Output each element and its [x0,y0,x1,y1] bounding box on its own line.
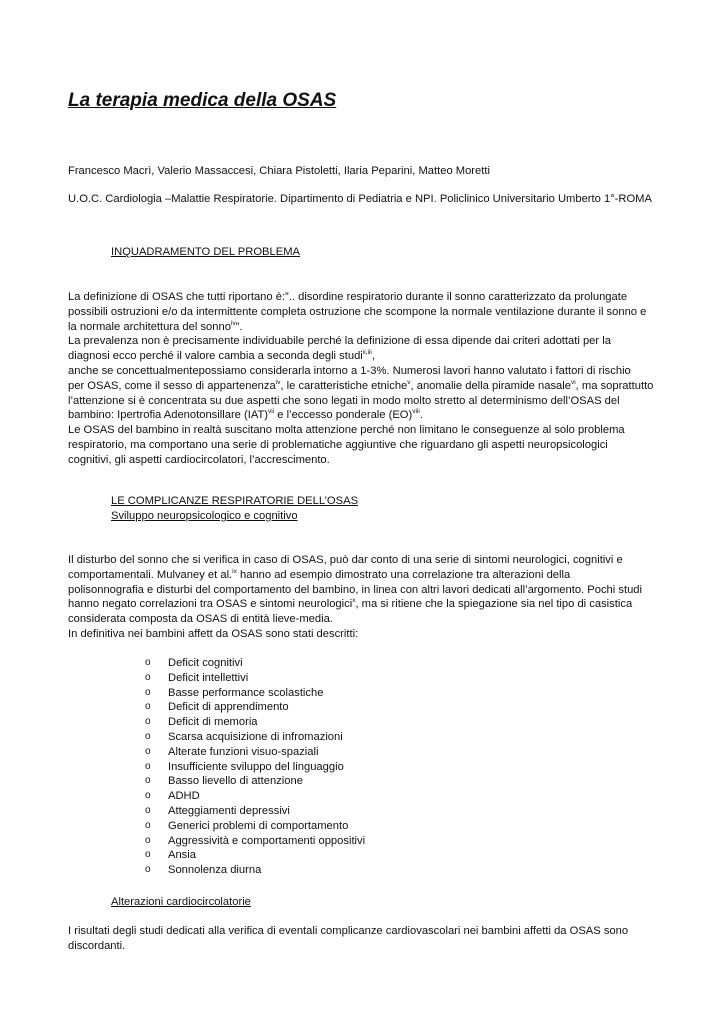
text-run: , ma soprattutto [575,379,654,392]
list-item-text: Deficit di memoria [168,716,258,729]
bullet-marker: o [145,730,151,742]
text-run: la normale architettura del sonno [68,320,231,333]
bullet-marker: o [145,671,151,683]
text-line: l’attenzione si è concentrata su due aspetti che sono legati in modo molto stretto al determinismo dell’OSAS del [68,394,620,407]
list-item-text: Ansia [168,849,196,862]
symptom-list [145,656,365,878]
list-item-text: Basse performance scolastiche [168,686,324,699]
text-line: Le OSAS del bambino in realtà suscitano molta attenzione perché non limitano le conseguenze al solo problema [68,424,625,437]
bullet-marker: o [145,657,151,668]
affiliation-line: U.O.C. Cardiologia –Malattie Respiratorie. Dipartimento di Pediatria e NPI. Policlinico Universitario Umberto 1°-ROMA [68,193,652,205]
list-item-text: Deficit cognitivi [168,657,243,669]
list-item-text: ADHD [168,790,200,803]
text-run: , ma si ritiene che la spiegazione sia nel tipo di casistica [355,598,633,611]
document-title: La terapia medica della OSAS [68,90,337,111]
bullet-marker: o [145,849,151,861]
list-item [145,760,365,775]
list-item [145,834,365,849]
text-line [68,349,660,364]
text-line: La prevalenza non è precisamente individuabile perché la definizione di essa dipende dai criteri adottati per la [68,335,611,348]
text-run: hanno ad esempio dimostrato una correlazione tra alterazioni della [236,568,571,581]
text-run: , [371,350,375,363]
text-run: e l’eccesso ponderale (EO) [274,409,413,422]
footnote-ref: vi [570,378,576,386]
footnote-ref: ii,iii [362,349,372,357]
list-item [145,804,365,819]
list-item [145,863,365,878]
footnote-ref: ix [232,567,237,575]
text-run: bambino: Ipertrofia Adenotonsillare (IAT) [68,409,269,422]
bullet-marker: o [145,775,151,787]
text-run: comportamentali. Mulvaney et al. [68,568,233,581]
footnote-ref: x [352,597,356,605]
list-item-text: Aggressività e comportamenti oppositivi [168,834,366,847]
list-item-text: Generici problemi di comportamento [168,819,349,832]
text-line: possibili ostruzioni e/o da intermittente completa ostruzione che scompone la normale ventilazione durante il sonno e [68,305,647,318]
text-line [68,597,660,612]
list-item-text: Basso lievello di attenzione [168,775,303,788]
text-run: ”. [235,320,243,333]
text-line: respiratorio, ma comportano una serie di problematiche aggiuntive che riguardano gli aspetti neuropsicologici [68,438,608,451]
list-item-text: Insufficiente sviluppo del linguaggio [168,760,344,773]
list-item [145,774,365,789]
list-item [145,671,365,686]
bullet-marker: o [145,864,151,876]
text-line: anche se concettualmentepossiamo considerarla intorno a 1-3%. Numerosi lavori hanno valutato i fattori di rischio [68,364,631,377]
list-item [145,715,365,730]
list-item-text: Atteggiamenti depressivi [168,804,290,817]
bullet-marker: o [145,834,151,846]
text-run: hanno negato correlazioni tra OSAS e sintomi neurologici [68,598,353,611]
bullet-marker: o [145,804,151,816]
list-item [145,730,365,745]
bullet-marker: o [145,790,151,802]
bullet-marker: o [145,716,151,728]
footnote-ref: v [407,378,411,386]
bullet-marker: o [145,745,151,757]
text-line: considerata composta da OSAS di entità lieve-media. [68,613,333,626]
bullet-marker: o [145,819,151,831]
paragraph-definizione [68,290,660,468]
list-item [145,686,365,701]
list-item-text: Alterate funzioni visuo-spaziali [168,745,319,758]
text-line: I risultati degli studi dedicati alla verifica di eventali complicanze cardiovascolari nei bambini affetti da OSAS sono [68,925,629,937]
list-item-text: Deficit di apprendimento [168,701,289,714]
text-line [68,320,660,335]
text-run: , le caratteristiche etniche [280,379,408,392]
bullet-marker: o [145,701,151,713]
list-item-text: Scarsa acquisizione di infromazioni [168,730,343,743]
paragraph-risultati [68,924,660,954]
list-item [145,789,365,804]
text-run: . [419,409,423,422]
footnote-ref: viii [412,408,420,416]
list-item [145,819,365,834]
text-line [68,568,660,583]
text-line: Il disturbo del sonno che si verifica in caso di OSAS, può dar conto di una serie di sintomi neurologici, cognitivi e [68,554,623,566]
text-line [68,379,660,394]
list-item [145,745,365,760]
paragraph-disturbo-sonno [68,553,660,642]
footnote-ref: iv [230,319,236,327]
text-run: per OSAS, come il sesso di appartenenza [68,379,276,392]
text-run: diagnosi ecco perché il valore cambia a seconda degli studi [68,350,363,363]
section-heading-inquadramento: INQUADRAMENTO DEL PROBLEMA [111,246,300,258]
footnote-ref: vii [268,408,275,416]
footnote-ref: iv [275,378,281,386]
text-run: , anomalie della piramide nasale [410,379,571,392]
list-item-text: Deficit intellettivi [168,671,249,684]
text-line: discordanti. [68,939,126,952]
subsection-heading-sviluppo: Sviluppo neuropsicologico e cognitivo [111,510,298,522]
authors-line: Francesco Macrì, Valerio Massaccesi, Chiara Pistoletti, Ilaria Peparini, Matteo Moretti [68,165,490,177]
text-line [68,408,660,423]
list-item [145,700,365,715]
bullet-marker: o [145,686,151,698]
subsection-heading-cardiocircolatorie: Alterazioni cardiocircolatorie [111,896,251,908]
text-line: cognitivi, gli aspetti cardiocircolatori, l’accrescimento. [68,453,330,466]
section-heading-complicanze: LE COMPLICANZE RESPIRATORIE DELL’OSAS [111,495,359,507]
text-line: polisonnografia e disturbi del comportamento del bambino, in linea con altri lavori dedicati all’argomento. Pochi studi [68,583,642,596]
bullet-marker: o [145,760,151,772]
list-item-text: Sonnolenza diurna [168,864,262,877]
text-line: In definitiva nei bambini affett da OSAS sono stati descritti: [68,627,359,640]
list-item [145,848,365,863]
list-item [145,656,365,671]
text-line: La definizione di OSAS che tutti riportano è:”.. disordine respiratorio durante il sonno caratterizzato da prolungate [68,291,628,303]
